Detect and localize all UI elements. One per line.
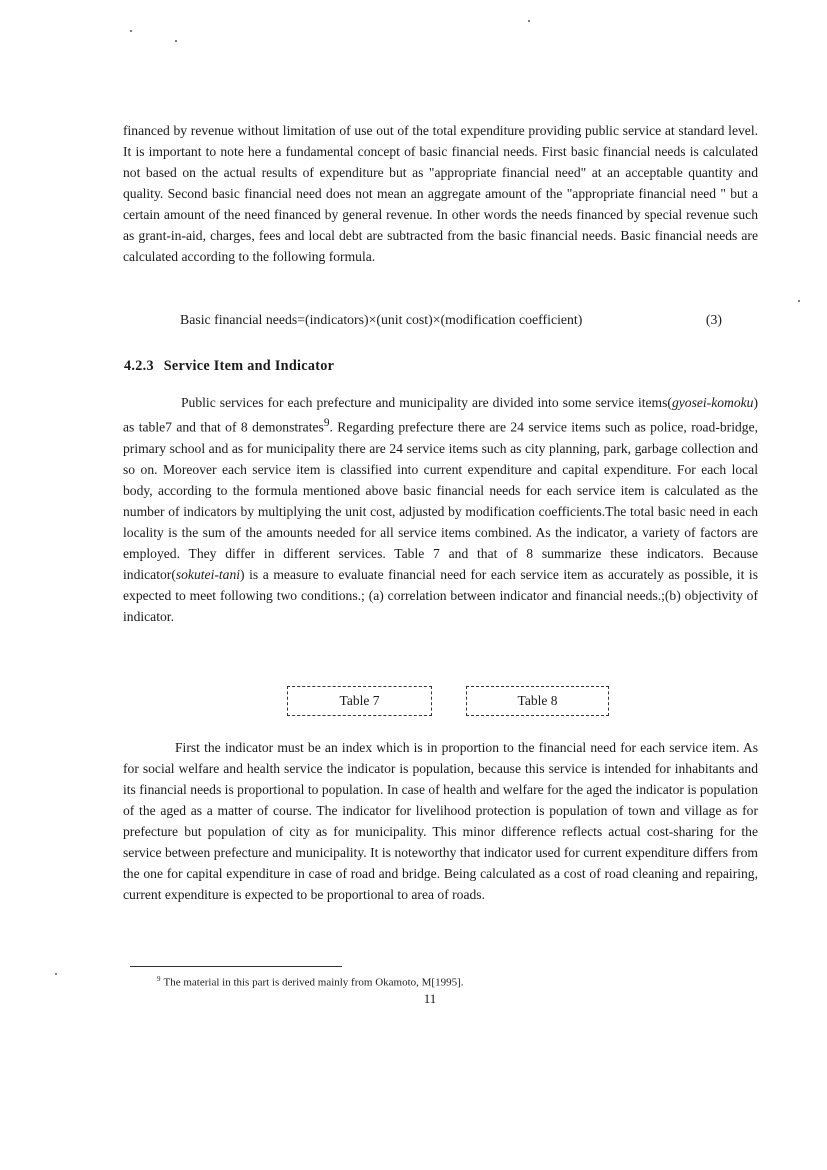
paragraph-service-items	[123, 392, 758, 627]
footnote-mark: 9	[157, 975, 161, 983]
footnote-text: The material in this part is derived mainly from Okamoto, M[1995].	[163, 976, 464, 989]
page-number: 11	[423, 991, 437, 1006]
scan-speck	[130, 30, 132, 32]
section-title: Service Item and Indicator	[163, 358, 335, 374]
section-heading	[124, 355, 334, 377]
formula-text: Basic financial needs=(indicators)×(unit cost)×(modification coefficient)	[180, 312, 583, 327]
paragraph-indicator-proportion: First the indicator must be an index which is in proportion to the financial need for each service item. As for social welfare and health service the indicator is population, because this service is intended for inhabitants and its financial needs is proportional to population. In case of health and welfare for the aged the indicator is population of the aged as a matter of course. The indicator for livelihood protection is population of town and village as for prefecture but population of city as for municipality. This minor difference reflects actual cost-sharing for the service between prefecture and municipality. It is noteworthy that indicator used for current expenditure differs from the one for capital expenditure in case of road and bridge. Being calculated as a cost of road cleaning and repairing, current expenditure is expected to be proportional to area of roads.	[123, 740, 758, 902]
table-8-placeholder: Table 8	[466, 686, 609, 716]
table-7-placeholder: Table 7	[287, 686, 432, 716]
p2-text-b: ) as table7 and that of 8 demonstrates	[123, 395, 758, 435]
paragraph-basic-financial-needs: financed by revenue without limitation of use out of the total expenditure providing public service at standard level. It is important to note here a fundamental concept of basic financial needs. First basic financial needs is calculated not based on the actual results of expenditure but as "appropriate financial need" at an acceptable quantity and quality. Second basic financial need does not mean an aggregate amount of the "appropriate financial need " but a certain amount of the need financed by general revenue. In other words the needs financed by special revenue such as grant-in-aid, charges, fees and local debt are subtracted from the basic financial needs. Basic financial needs are calculated according to the following formula.	[123, 123, 758, 264]
scan-speck	[175, 40, 177, 42]
scan-speck	[55, 973, 57, 975]
formula-basic-financial-needs	[180, 309, 740, 331]
scan-speck	[798, 300, 800, 302]
p2-text-c: . Regarding prefecture there are 24 service items such as police, road-bridge, primary school and as for municipality there are 24 service items such as city planning, park, garbage collection and so on. Moreover each service item is classified into current expenditure and capital expenditure. For each local body, according to the formula mentioned above basic financial needs for each service item is calculated as the number of indicators by multiplying the unit cost, adjusted by modification coefficients.The total basic need in each locality is the sum of the amounts needed for all service items combined. As the indicator, a variety of factors are employed. They differ in different services. Table 7 and that of 8 summarize these indicators. Because indicator(	[123, 419, 759, 582]
footnote	[157, 971, 464, 991]
equation-number: (3)	[705, 312, 722, 327]
section-number: 4.2.3	[124, 358, 154, 374]
term-gyosei-komoku: gyosei-komoku	[671, 395, 754, 410]
p2-text-d: ) is a measure to evaluate financial need for each service item as accurately as possible, it is expected to meet following two conditions.; (a) correlation between indicator and financial needs.;(b) objectivity of indicator.	[123, 566, 758, 624]
term-sokutei-tani: sokutei-tani	[175, 566, 241, 582]
scan-speck	[528, 20, 530, 22]
footnote-reference: 9	[323, 417, 330, 429]
p2-text-a: Public services for each prefecture and municipality are divided into some service items(	[181, 395, 672, 410]
footnote-divider	[130, 966, 342, 967]
